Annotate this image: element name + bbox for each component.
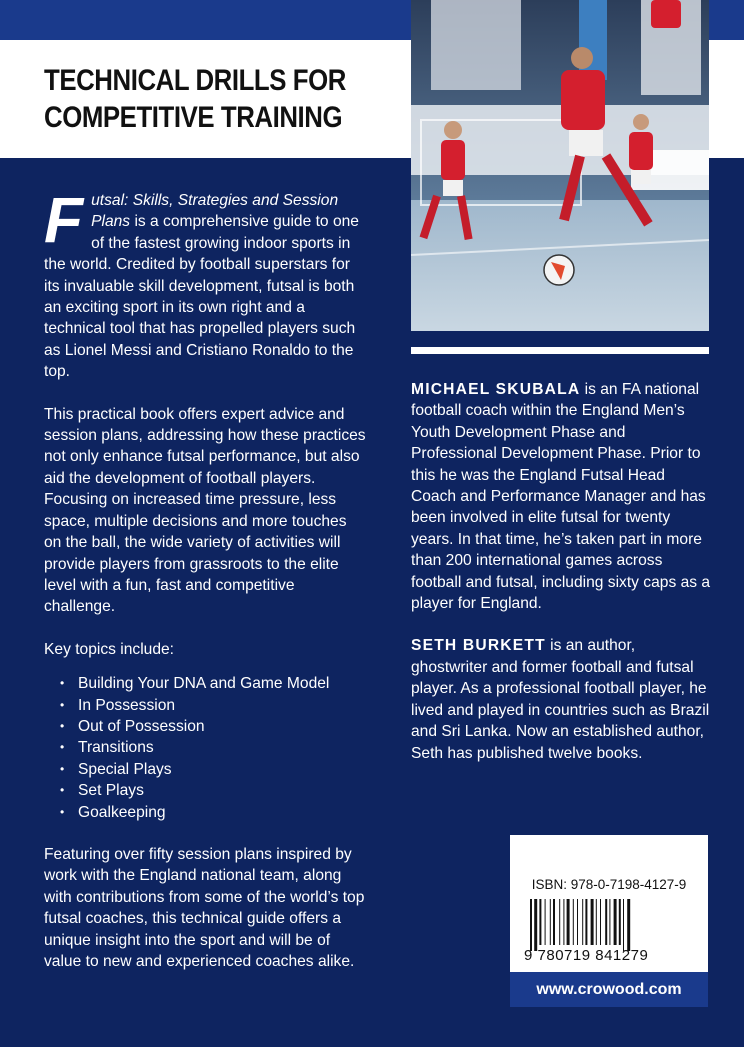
- divider-rule: [411, 347, 709, 354]
- list-item: • Goalkeeping: [60, 802, 366, 823]
- barcode-digits: 9 780719 841279: [524, 947, 649, 964]
- title-line-1: TECHNICAL DRILLS FOR: [44, 64, 346, 97]
- author-bio-burkett: [411, 635, 711, 763]
- photo-illustration: [411, 0, 709, 331]
- key-topics-list: [44, 673, 366, 823]
- futsal-players-photo: [411, 0, 709, 331]
- list-item: • In Possession: [60, 695, 366, 716]
- list-item: • Transitions: [60, 737, 366, 758]
- closing-paragraph: Featuring over fifty session plans inspired by work with the England national team, along with contributions from some of the world’s top futsal coaches, this technical guide offers a unique insight into the sport and will be of value to new and experienced coaches alike.: [44, 845, 365, 970]
- author-name: MICHAEL SKUBALA: [411, 381, 581, 398]
- title-line-2: COMPETITIVE TRAINING: [44, 101, 343, 134]
- drop-cap: F: [44, 184, 84, 256]
- second-paragraph: This practical book offers expert advice and session plans, addressing how these practices not only enhance futsal performance, but also aid the development of football players. Focusing on increased time pressure, less space, multiple decisions and more touches on the ball, the wide variety of activities will provide players from grassroots to the elite level with a fun, fast and competitive challenge.: [44, 405, 366, 616]
- cover-title: [44, 62, 354, 136]
- book-title: utsal: Skills, Strategies and Session Plans: [91, 192, 339, 231]
- author-bio-skubala: [411, 379, 711, 614]
- list-item: • Special Plays: [60, 759, 366, 780]
- publisher-url: www.crowood.com: [510, 972, 708, 1007]
- list-item: • Out of Possession: [60, 716, 366, 737]
- author-name: SETH BURKETT: [411, 637, 546, 655]
- list-item: • Set Plays: [60, 780, 366, 801]
- isbn-label: ISBN: 978-0-7198-4127-9: [531, 877, 687, 892]
- key-topics-heading: Key topics include:: [44, 640, 175, 658]
- blurb: [44, 184, 366, 993]
- barcode-panel: [510, 835, 708, 1007]
- list-item: • Building Your DNA and Game Model: [60, 673, 366, 694]
- author-bio-text: is an author, ghostwriter and former football and futsal player. As a professional football player, he lived and played in countries such as Brazil and Sri Lanka. Now an established author, Seth has published twelve books.: [411, 637, 710, 762]
- intro-text: is a comprehensive guide to one of the fastest growing indoor sports in the world. Credited by football superstars for its invaluable skill development, futsal is both an exciting sport in its own right and a technical tool that has propelled players such as Lionel Messi and Cristiano Ronaldo to the top.: [44, 213, 359, 381]
- barcode-icon: [528, 899, 692, 951]
- intro-paragraph: [44, 184, 366, 383]
- author-bio-text: is an FA national football coach within the England Men’s Youth Development Phase and Professional Development Phase. Prior to this he was the England Futsal Head Coach and Performance Manager and has been involved in elite futsal for twenty years. In that time, he’s taken part in more than 200 international games across football and futsal, including sixty caps as a player for England.: [411, 381, 711, 613]
- author-bios: [411, 379, 711, 785]
